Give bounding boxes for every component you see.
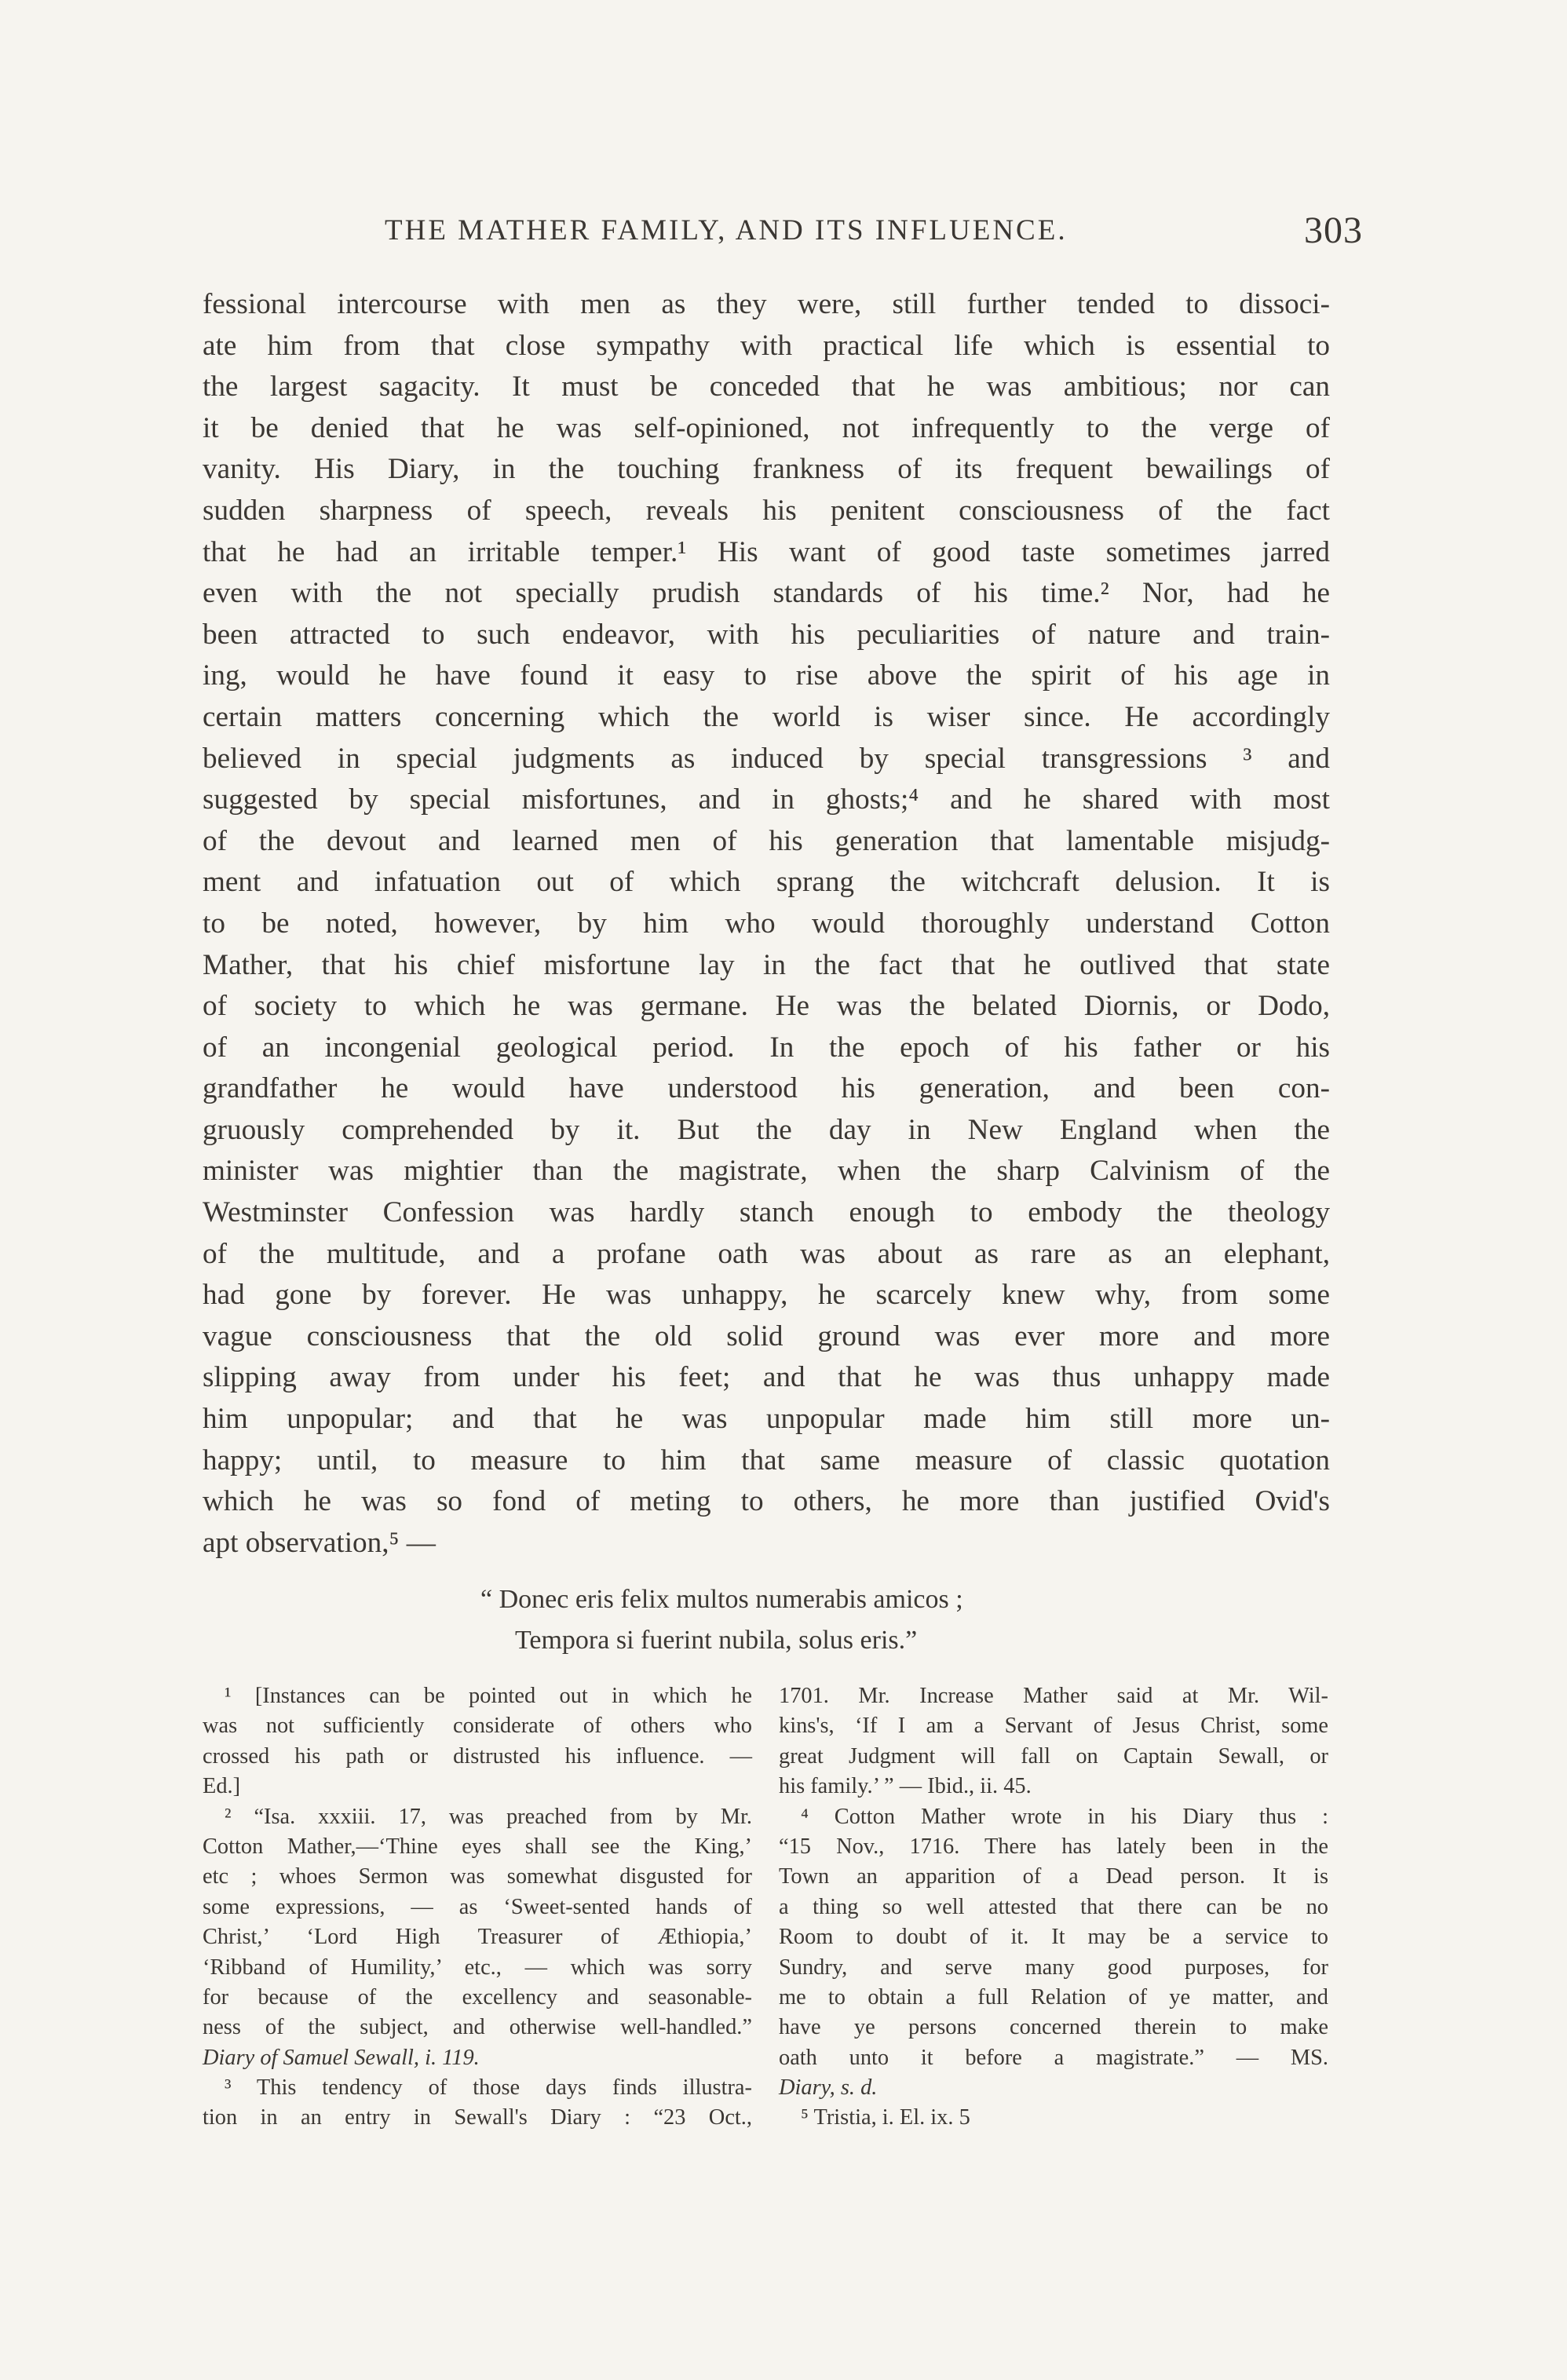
body-line: vague consciousness that the old solid ground was ever more and more [203, 1320, 1330, 1352]
body-line: of an incongenial geological period. In the epoch of his father or his [203, 1031, 1330, 1064]
body-line: minister was mightier than the magistrate, when the sharp Calvinism of the [203, 1155, 1330, 1188]
body-line: apt observation,⁵ — [203, 1526, 436, 1559]
footnote-line: for because of the excellency and seasonable- [203, 1984, 752, 2009]
body-line: sudden sharpness of speech, reveals his penitent consciousness of the fact [203, 494, 1330, 527]
footnote-line: me to obtain a full Relation of ye matter, and [779, 1984, 1328, 2009]
body-line: Westminster Confession was hardly stanch enough to embody the theology [203, 1196, 1330, 1229]
footnote-line: Ed.] [203, 1774, 241, 1799]
footnote-line: Town an apparition of a Dead person. It is [779, 1864, 1328, 1889]
footnote-line: tion in an entry in Sewall's Diary : “23 Oct., [203, 2105, 752, 2130]
body-line: of society to which he was germane. He was the belated Diornis, or Dodo, [203, 990, 1330, 1023]
footnote-line: have ye persons concerned therein to make [779, 2015, 1328, 2040]
body-line: happy; until, to measure to him that same measure of classic quotation [203, 1444, 1330, 1477]
footnotes-right-column [779, 1681, 1328, 2134]
body-line: of the devout and learned men of his generation that lamentable misjudg- [203, 824, 1330, 857]
footnote-line: was not sufficiently considerate of others who [203, 1714, 752, 1739]
footnote-line: ³ This tendency of those days finds illustra- [225, 2075, 752, 2101]
body-line: Mather, that his chief misfortune lay in the fact that he outlived that state [203, 948, 1330, 981]
footnote-line: some expressions, — as ‘Sweet-sented hands of [203, 1894, 752, 1919]
body-line: believed in special judgments as induced by special transgressions ³ and [203, 742, 1330, 775]
body-line: the largest sagacity. It must be conceded that he was ambitious; nor can [203, 371, 1330, 403]
body-line: even with the not specially prudish standards of his time.² Nor, had he [203, 577, 1330, 610]
body-line: to be noted, however, by him who would thoroughly understand Cotton [203, 907, 1330, 940]
footnote-line: ⁴ Cotton Mather wrote in his Diary thus : [801, 1804, 1328, 1829]
body-line: suggested by special misfortunes, and in ghosts;⁴ and he shared with most [203, 783, 1330, 816]
footnote-line: kins's, ‘If I am a Servant of Jesus Christ, some [779, 1714, 1328, 1739]
body-line: fessional intercourse with men as they were, still further tended to dissoci- [203, 288, 1330, 320]
footnote-citation: Diary of Samuel Sewall, i. 119. [203, 2045, 480, 2070]
footnote-line: his family.’ ” — Ibid., ii. 45. [779, 1774, 1032, 1799]
footnote-line: ness of the subject, and otherwise well-handled.” [203, 2015, 752, 2040]
body-line: it be denied that he was self-opinioned, not infrequently to the verge of [203, 411, 1330, 444]
footnote-line: Sundry, and serve many good purposes, for [779, 1955, 1328, 1980]
footnote-line: ² “Isa. xxxiii. 17, was preached from by Mr. [225, 1804, 752, 1829]
body-line: ate him from that close sympathy with practical life which is essential to [203, 329, 1330, 362]
running-title: THE MATHER FAMILY, AND ITS INFLUENCE. [385, 214, 1068, 246]
footnote-line: etc ; whoes Sermon was somewhat disgusted for [203, 1864, 752, 1889]
body-text [203, 284, 1330, 1564]
footnote-line: ¹ [Instances can be pointed out in which he [225, 1684, 752, 1708]
body-line: had gone by forever. He was unhappy, he scarcely knew why, from some [203, 1279, 1330, 1312]
latin-quotation [480, 1579, 963, 1661]
footnote-line: Christ,’ ‘Lord High Treasurer of Æthiopia,’ [203, 1925, 752, 1950]
footnote-line: Diary, s. d. [779, 2075, 878, 2101]
body-line: grandfather he would have understood his generation, and been con- [203, 1072, 1330, 1105]
footnote-line: oath unto it before a magistrate.” — MS. [779, 2045, 1328, 2070]
body-line: been attracted to such endeavor, with his peculiarities of nature and train- [203, 618, 1330, 651]
footnote-line: Room to doubt of it. It may be a service to [779, 1925, 1328, 1950]
body-line: him unpopular; and that he was unpopular made him still more un- [203, 1403, 1330, 1436]
body-line: slipping away from under his feet; and that he was thus unhappy made [203, 1361, 1330, 1394]
body-line: that he had an irritable temper.¹ His want of good taste sometimes jarred [203, 535, 1330, 568]
body-line: which he was so fond of meting to others, he more than justified Ovid's [203, 1485, 1330, 1518]
footnote-line: great Judgment will fall on Captain Sewall, or [779, 1743, 1328, 1769]
body-line: certain matters concerning which the world is wiser since. He accordingly [203, 700, 1330, 733]
footnote-line: ⁵ Tristia, i. El. ix. 5 [801, 2105, 970, 2130]
footnote-line: Cotton Mather,—‘Thine eyes shall see the King,’ [203, 1834, 752, 1859]
body-line: vanity. His Diary, in the touching frankness of its frequent bewailings of [203, 453, 1330, 486]
footnote-line: 1701. Mr. Increase Mather said at Mr. Wil- [779, 1684, 1328, 1708]
footnotes-left-column [203, 1681, 752, 2134]
footnote-line: a thing so well attested that there can be no [779, 1894, 1328, 1919]
quote-line: Tempora si fuerint nubila, solus eris.” [515, 1626, 918, 1655]
footnote-line: “15 Nov., 1716. There has lately been in the [779, 1834, 1328, 1859]
body-line: ment and infatuation out of which sprang the witchcraft delusion. It is [203, 866, 1330, 899]
body-line: gruously comprehended by it. But the day in New England when the [203, 1113, 1330, 1146]
page-number: 303 [1304, 210, 1363, 251]
body-line: of the multitude, and a profane oath was about as rare as an elephant, [203, 1237, 1330, 1270]
footnote-line: ‘Ribband of Humility,’ etc., — which was sorry [203, 1955, 752, 1980]
quote-line: “ Donec eris felix multos numerabis amicos ; [480, 1585, 963, 1614]
body-line: ing, would he have found it easy to rise above the spirit of his age in [203, 659, 1330, 692]
running-head [203, 210, 1363, 261]
footnote-line: crossed his path or distrusted his influence. — [203, 1743, 752, 1769]
